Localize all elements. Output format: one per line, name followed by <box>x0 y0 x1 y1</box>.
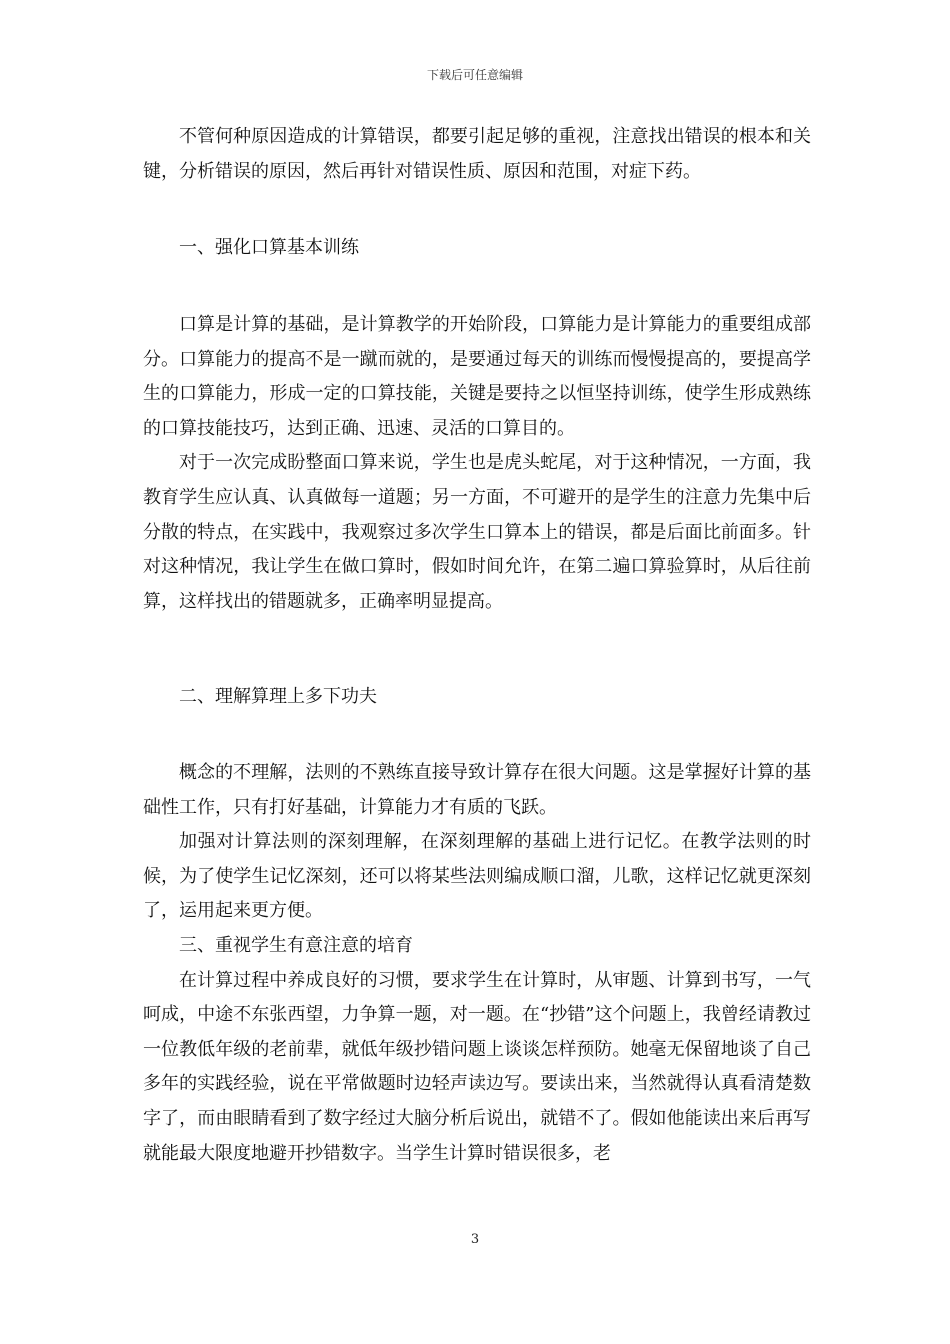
paragraph-concepts: 概念的不理解，法则的不熟练直接导致计算存在很大问题。这是掌握好计算的基础性工作，只有打好基础，计算能力才有质的飞跃。 <box>143 762 811 818</box>
body-block-4 <box>143 680 811 715</box>
body-block-2 <box>143 231 811 266</box>
body-block-1 <box>143 120 811 189</box>
paragraph-oral-basics: 口算是计算的基础，是计算教学的开始阶段，口算能力是计算能力的重要组成部分。口算能力的提高不是一蹴而就的，是要通过每天的训练而慢慢提高的，要提高学生的口算能力，形成一定的口算技能，关键是要持之以恒坚持训练，使学生形成熟练的口算技能技巧，达到正确、迅速、灵活的口算目的。 <box>143 314 811 439</box>
paragraph-oral-practice: 对于一次完成盼整面口算来说，学生也是虎头蛇尾，对于这种情况，一方面，我教育学生应认真、认真做每一道题；另一方面，不可避开的是学生的注意力先集中后分散的特点，在实践中，我观察过多次学生口算本上的错误，都是后面比前面多。针对这种情况，我让学生在做口算时，假如时间允许，在第二遍口算验算时，从后往前算，这样找出的错题就多，正确率明显提高。 <box>143 452 811 612</box>
paragraph-intro: 不管何种原因造成的计算错误，都要引起足够的重视，注意找出错误的根本和关键，分析错误的原因，然后再针对错误性质、原因和范围，对症下药。 <box>143 126 811 182</box>
page-number: 3 <box>470 1232 480 1247</box>
section-heading-1: 一、强化口算基本训练 <box>179 237 359 258</box>
paragraph-attention: 在计算过程中养成良好的习惯，要求学生在计算时，从审题、计算到书写，一气呵成，中途不东张西望，力争算一题，对一题。在“抄错”这个问题上，我曾经请教过一位教低年级的老前辈，就低年级抄错问题上谈谈怎样预防。她毫无保留地谈了自己多年的实践经验，说在平常做题时边轻声读边写。要读出来，当然就得认真看清楚数字了，而由眼睛看到了数字经过大脑分析后说出，就错不了。假如他能读出来后再写就能最大限度地避开抄错数字。当学生计算时错误很多，老 <box>143 969 811 1164</box>
page-header: 下载后可任意编辑 <box>426 68 523 82</box>
section-heading-2: 二、理解算理上多下功夫 <box>179 686 377 707</box>
body-block-3 <box>143 308 811 619</box>
paragraph-rules: 加强对计算法则的深刻理解，在深刻理解的基础上进行记忆。在教学法则的时候，为了使学生记忆深刻，还可以将某些法则编成顺口溜，儿歌，这样记忆就更深刻了，运用起来更方便。 <box>143 831 811 922</box>
section-heading-3: 三、重视学生有意注意的培育 <box>179 934 413 956</box>
body-block-5 <box>143 756 811 1171</box>
